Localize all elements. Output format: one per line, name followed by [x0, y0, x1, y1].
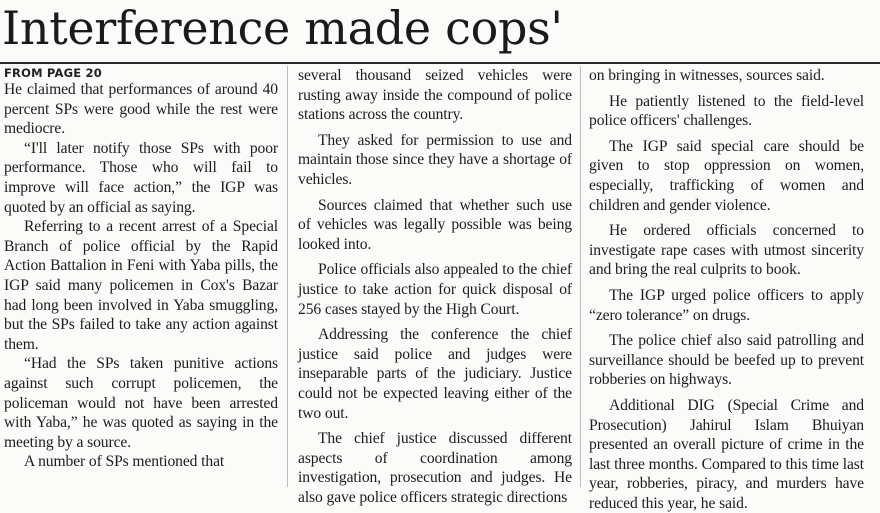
paragraph: A number of SPs mentioned that	[24, 453, 225, 471]
paragraph: several thousand seized vehicles were rusting away inside the compound of police stations across the country.	[298, 67, 572, 124]
paragraph: The chief justice discussed different aspects of coordination among investigation, prosecution and judges. He also gave police officers strategic directions	[298, 430, 572, 506]
paragraph: The IGP urged police officers to apply “zero tolerance” on drugs.	[589, 286, 864, 324]
paragraph: He ordered officials concerned to investigate rape cases with utmost sincerity and bring the real culprits to book.	[589, 222, 864, 279]
headline-rule	[0, 62, 880, 64]
paragraph: Referring to a recent arrest of a Special Branch of police official by the Rapid Action Battalion in Feni with Yaba pills, the IGP said many policemen in Cox's Bazar had long been involved in Yaba smuggling, but the SPs failed to take any action against them.	[4, 218, 278, 353]
paragraph: Police officials also appealed to the chief justice to take action for quick disposal of 256 cases stayed by the High Court.	[298, 261, 572, 318]
article-column-1	[4, 66, 278, 484]
paragraph: He patiently listened to the field-level police officers' challenges.	[589, 92, 864, 130]
column-divider	[580, 66, 581, 487]
paragraph: They asked for permission to use and maintain those since they have a shortage of vehicles.	[298, 131, 572, 188]
jump-kicker: FROM PAGE 20	[4, 66, 102, 80]
paragraph: Additional DIG (Special Crime and Prosecution) Jahirul Islam Bhuiyan presented an overall picture of crime in the last three months. Compared to this time last year, robberies, piracy, and murders have reduced this year, he said.	[589, 396, 864, 512]
article-column-3	[589, 66, 864, 512]
paragraph: “Had the SPs taken punitive actions against such corrupt policemen, the policeman would not have been arrested with Yaba,” he was quoted as saying in the meeting by a source.	[4, 355, 278, 451]
paragraph: “I'll later notify those SPs with poor performance. Those who will fail to improve will face action,” the IGP was quoted by an official as saying.	[4, 139, 278, 216]
paragraph: The police chief also said patrolling and surveillance should be beefed up to prevent robberies on highways.	[589, 332, 864, 389]
paragraph: He claimed that performances of around 40 percent SPs were good while the rest were mediocre.	[4, 81, 278, 138]
paragraph: Sources claimed that whether such use of vehicles was legally possible was being looked into.	[298, 196, 572, 253]
column-divider	[287, 66, 288, 487]
paragraph: on bringing in witnesses, sources said.	[589, 67, 825, 84]
headline: Interference made cops'	[2, 1, 563, 55]
article-column-2	[298, 66, 572, 506]
paragraph: Addressing the conference the chief justice said police and judges were inseparable parts of the judiciary. Justice could not be expected leaving either of the two out.	[298, 326, 572, 422]
paragraph: The IGP said special care should be given to stop oppression on women, especially, trafficking of women and children and gender violence.	[589, 137, 864, 214]
